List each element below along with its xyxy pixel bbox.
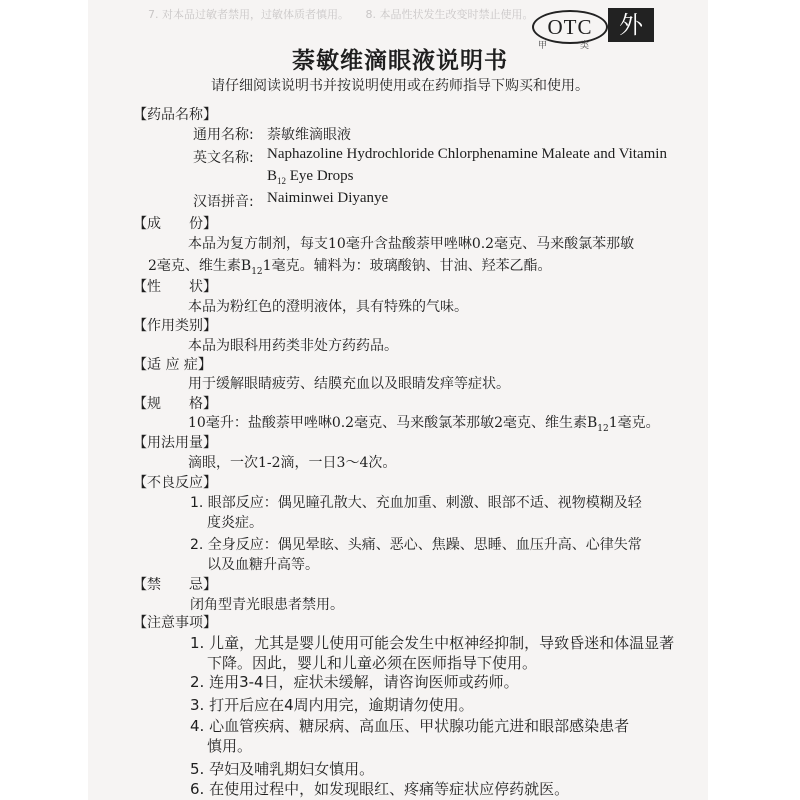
precautions-item1-line1: 1. 儿童，尤其是婴儿使用可能会发生中枢神经抑制，导致昏迷和体温显著 [190,634,675,652]
adverse-item1-line1: 1. 眼部反应：偶见瞳孔散大、充血加重、刺激、眼部不适、视物模糊及轻 [190,495,642,511]
category-text: 本品为眼科用药类非处方药药品。 [188,338,398,354]
composition-line1: 本品为复方制剂，每支10毫升含盐酸萘甲唑啉0.2毫克、马来酸氯苯那敏 [188,236,635,252]
specification-text: 10毫升：盐酸萘甲唑啉0.2毫克、马来酸氯苯那敏2毫克、维生素$B_{12}1$毫克。 [188,415,660,434]
english-name-line1: Naphazoline Hydrochloride Chlorphenamine Maleate and Vitamin [267,146,667,162]
section-heading-category: 【作用类别】 [133,318,217,334]
otc-label: OTC [547,15,593,39]
precautions-item6: 6. 在使用过程中，如发现眼红、疼痛等症状应停药就医。 [190,780,570,798]
generic-name-label: 通用名称: [193,127,254,143]
dosage-text: 滴眼，一次1-2滴，一日3～4次。 [188,455,397,471]
section-heading-precautions: 【注意事项】 [133,615,217,631]
contraindications-text: 闭角型青光眼患者禁用。 [190,597,344,613]
section-heading-specification: 【规 格】 [133,396,217,412]
english-name-label: 英文名称: [193,150,254,166]
section-heading-name: 【药品名称】 [133,107,217,123]
adverse-item2-line1: 2. 全身反应：偶见晕眩、头痛、恶心、焦躁、思睡、血压升高、心律失常 [190,537,642,553]
composition-line2: 2毫克、维生素$B_{12}1$毫克。辅料为：玻璃酸钠、甘油、羟苯乙酯。 [148,258,552,277]
pinyin-value: Naiminwei Diyanye [267,190,389,206]
section-heading-dosage: 【用法用量】 [133,435,217,451]
otc-class-right: 类 [580,41,590,51]
pinyin-label: 汉语拼音: [193,194,254,210]
show-through-text: 7. 对本品过敏者禁用，过敏体质者慎用。 8. 本品性状发生改变时禁止使用。 [148,8,534,21]
page-subtitle: 请仔细阅读说明书并按说明使用或在药师指导下购买和使用。 [211,78,589,94]
english-name-line2: $B_{12}$ Eye Drops [267,168,354,186]
precautions-item4-line2: 慎用。 [207,737,253,755]
section-heading-properties: 【性 状】 [133,279,217,295]
section-heading-contraindications: 【禁 忌】 [133,577,217,593]
generic-name-value: 萘敏维滴眼液 [267,127,351,143]
section-heading-adverse: 【不良反应】 [133,475,217,491]
precautions-item5: 5. 孕妇及哺乳期妇女慎用。 [190,760,375,778]
adverse-item1-line2: 度炎症。 [207,515,263,531]
precautions-item3: 3. 打开后应在4周内用完，逾期请勿使用。 [190,696,474,714]
external-use-badge: 外 [608,8,654,42]
properties-text: 本品为粉红色的澄明液体，具有特殊的气味。 [188,299,468,315]
page-title: 萘敏维滴眼液说明书 [292,48,508,74]
precautions-item2: 2. 连用3-4日，症状未缓解，请咨询医师或药师。 [190,673,519,691]
otc-class-left: 甲 [538,41,548,51]
precautions-item4-line1: 4. 心血管疾病、糖尿病、高血压、甲状腺功能亢进和眼部感染患者 [190,717,630,735]
precautions-item1-line2: 下降。因此，婴儿和儿童必须在医师指导下使用。 [207,654,538,672]
section-heading-indications: 【适 应 症】 [133,357,212,373]
section-heading-composition: 【成 份】 [133,216,217,232]
indications-text: 用于缓解眼睛疲劳、结膜充血以及眼睛发痒等症状。 [188,376,510,392]
adverse-item2-line2: 以及血糖升高等。 [207,557,319,573]
